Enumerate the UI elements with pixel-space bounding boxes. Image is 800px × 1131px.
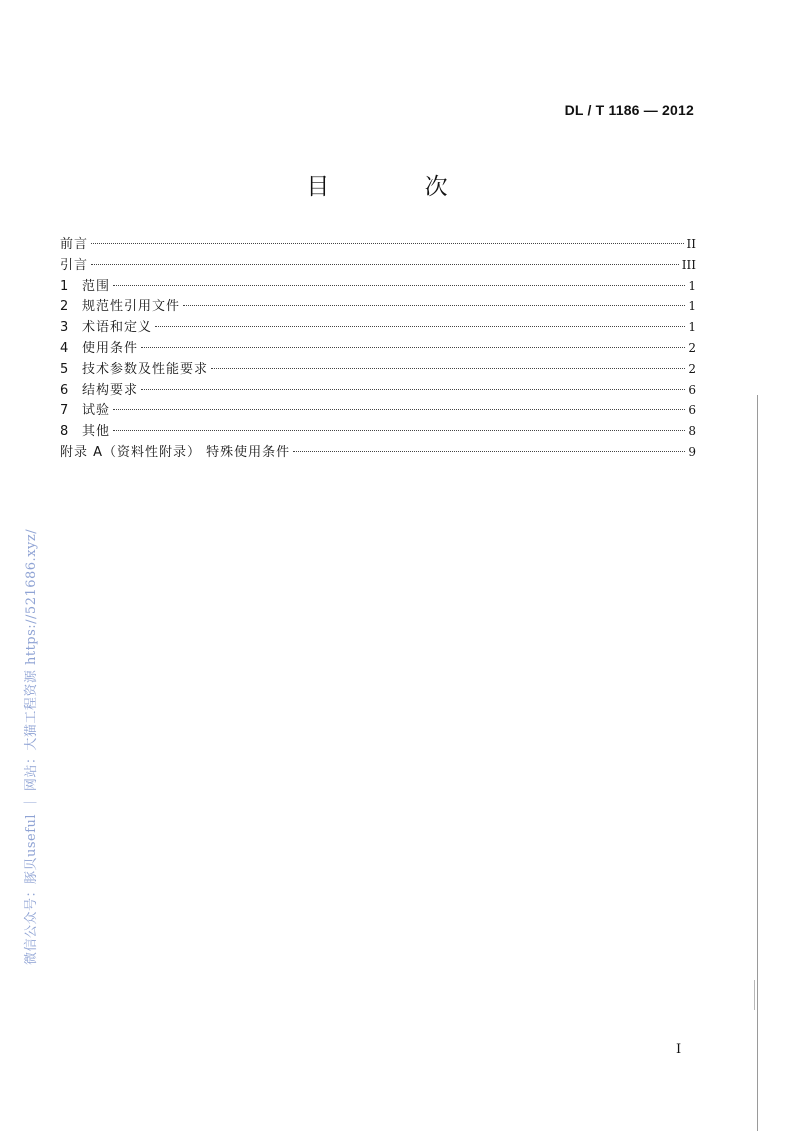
dot-leader [141, 389, 685, 390]
toc-entry-label: 前言 [60, 237, 89, 252]
scan-edge-line [754, 980, 755, 1010]
toc-entry-label: 术语和定义 [82, 320, 153, 336]
toc-entry-page: 8 [688, 424, 696, 439]
dot-leader [141, 347, 685, 348]
toc-entry-7[interactable] [60, 400, 696, 421]
dot-leader [183, 305, 685, 306]
toc-entry-page: 9 [688, 444, 696, 459]
toc-entry-appendix-a[interactable] [60, 442, 696, 463]
toc-entry-label: 范围 [82, 278, 111, 294]
toc-entry-page: 1 [688, 299, 696, 314]
toc-entry-label: 结构要求 [82, 382, 139, 398]
toc-entry-label: 使用条件 [82, 340, 139, 356]
document-code: DL / T 1186 — 2012 [564, 102, 694, 118]
dot-leader [113, 285, 685, 286]
toc-entry-4[interactable] [60, 338, 696, 359]
toc-entry-page: 1 [688, 320, 696, 335]
toc-entry-5[interactable] [60, 359, 696, 380]
watermark-text: 微信公众号：豚贝useful ｜ 网站：大猫工程资源 https://521686.xyz/ [24, 528, 39, 965]
toc-entry-introduction[interactable] [60, 255, 696, 276]
toc-entry-number: 7 [60, 403, 69, 419]
toc-entry-label: 其他 [82, 424, 111, 440]
toc-title: 目 次 [306, 174, 492, 200]
page-number: I [676, 1042, 682, 1057]
dot-leader [113, 430, 685, 431]
toc-entry-page: 6 [688, 403, 696, 418]
table-of-contents [60, 234, 696, 463]
toc-entry-number: 2 [60, 299, 69, 315]
toc-entry-page: 6 [688, 382, 696, 397]
toc-entry-number: 4 [60, 340, 69, 356]
toc-entry-number: 5 [60, 361, 69, 377]
toc-entry-1[interactable] [60, 276, 696, 297]
toc-entry-label: 规范性引用文件 [82, 299, 181, 315]
scan-edge-line [757, 395, 758, 1131]
dot-leader [91, 243, 684, 244]
toc-entry-page: 2 [688, 361, 696, 376]
toc-entry-label: 引言 [60, 257, 89, 273]
dot-leader [155, 326, 685, 327]
toc-entry-label: 附录 A（资料性附录） 特殊使用条件 [60, 444, 291, 460]
toc-entry-label: 技术参数及性能要求 [82, 361, 209, 377]
toc-entry-page: 1 [688, 278, 696, 293]
toc-entry-page: II [686, 237, 696, 251]
dot-leader [293, 451, 685, 452]
toc-entry-foreword[interactable] [60, 234, 696, 255]
toc-entry-3[interactable] [60, 317, 696, 338]
dot-leader [113, 409, 685, 410]
toc-entry-number: 6 [60, 382, 69, 398]
toc-entry-page: 2 [688, 340, 696, 355]
toc-entry-number: 1 [60, 278, 69, 294]
toc-entry-label: 试验 [82, 403, 111, 419]
toc-entry-number: 3 [60, 320, 69, 336]
toc-entry-8[interactable] [60, 421, 696, 442]
toc-entry-number: 8 [60, 424, 69, 440]
dot-leader [91, 264, 679, 265]
dot-leader [211, 368, 685, 369]
toc-entry-2[interactable] [60, 296, 696, 317]
toc-entry-page: III [681, 257, 696, 272]
toc-entry-6[interactable] [60, 380, 696, 401]
